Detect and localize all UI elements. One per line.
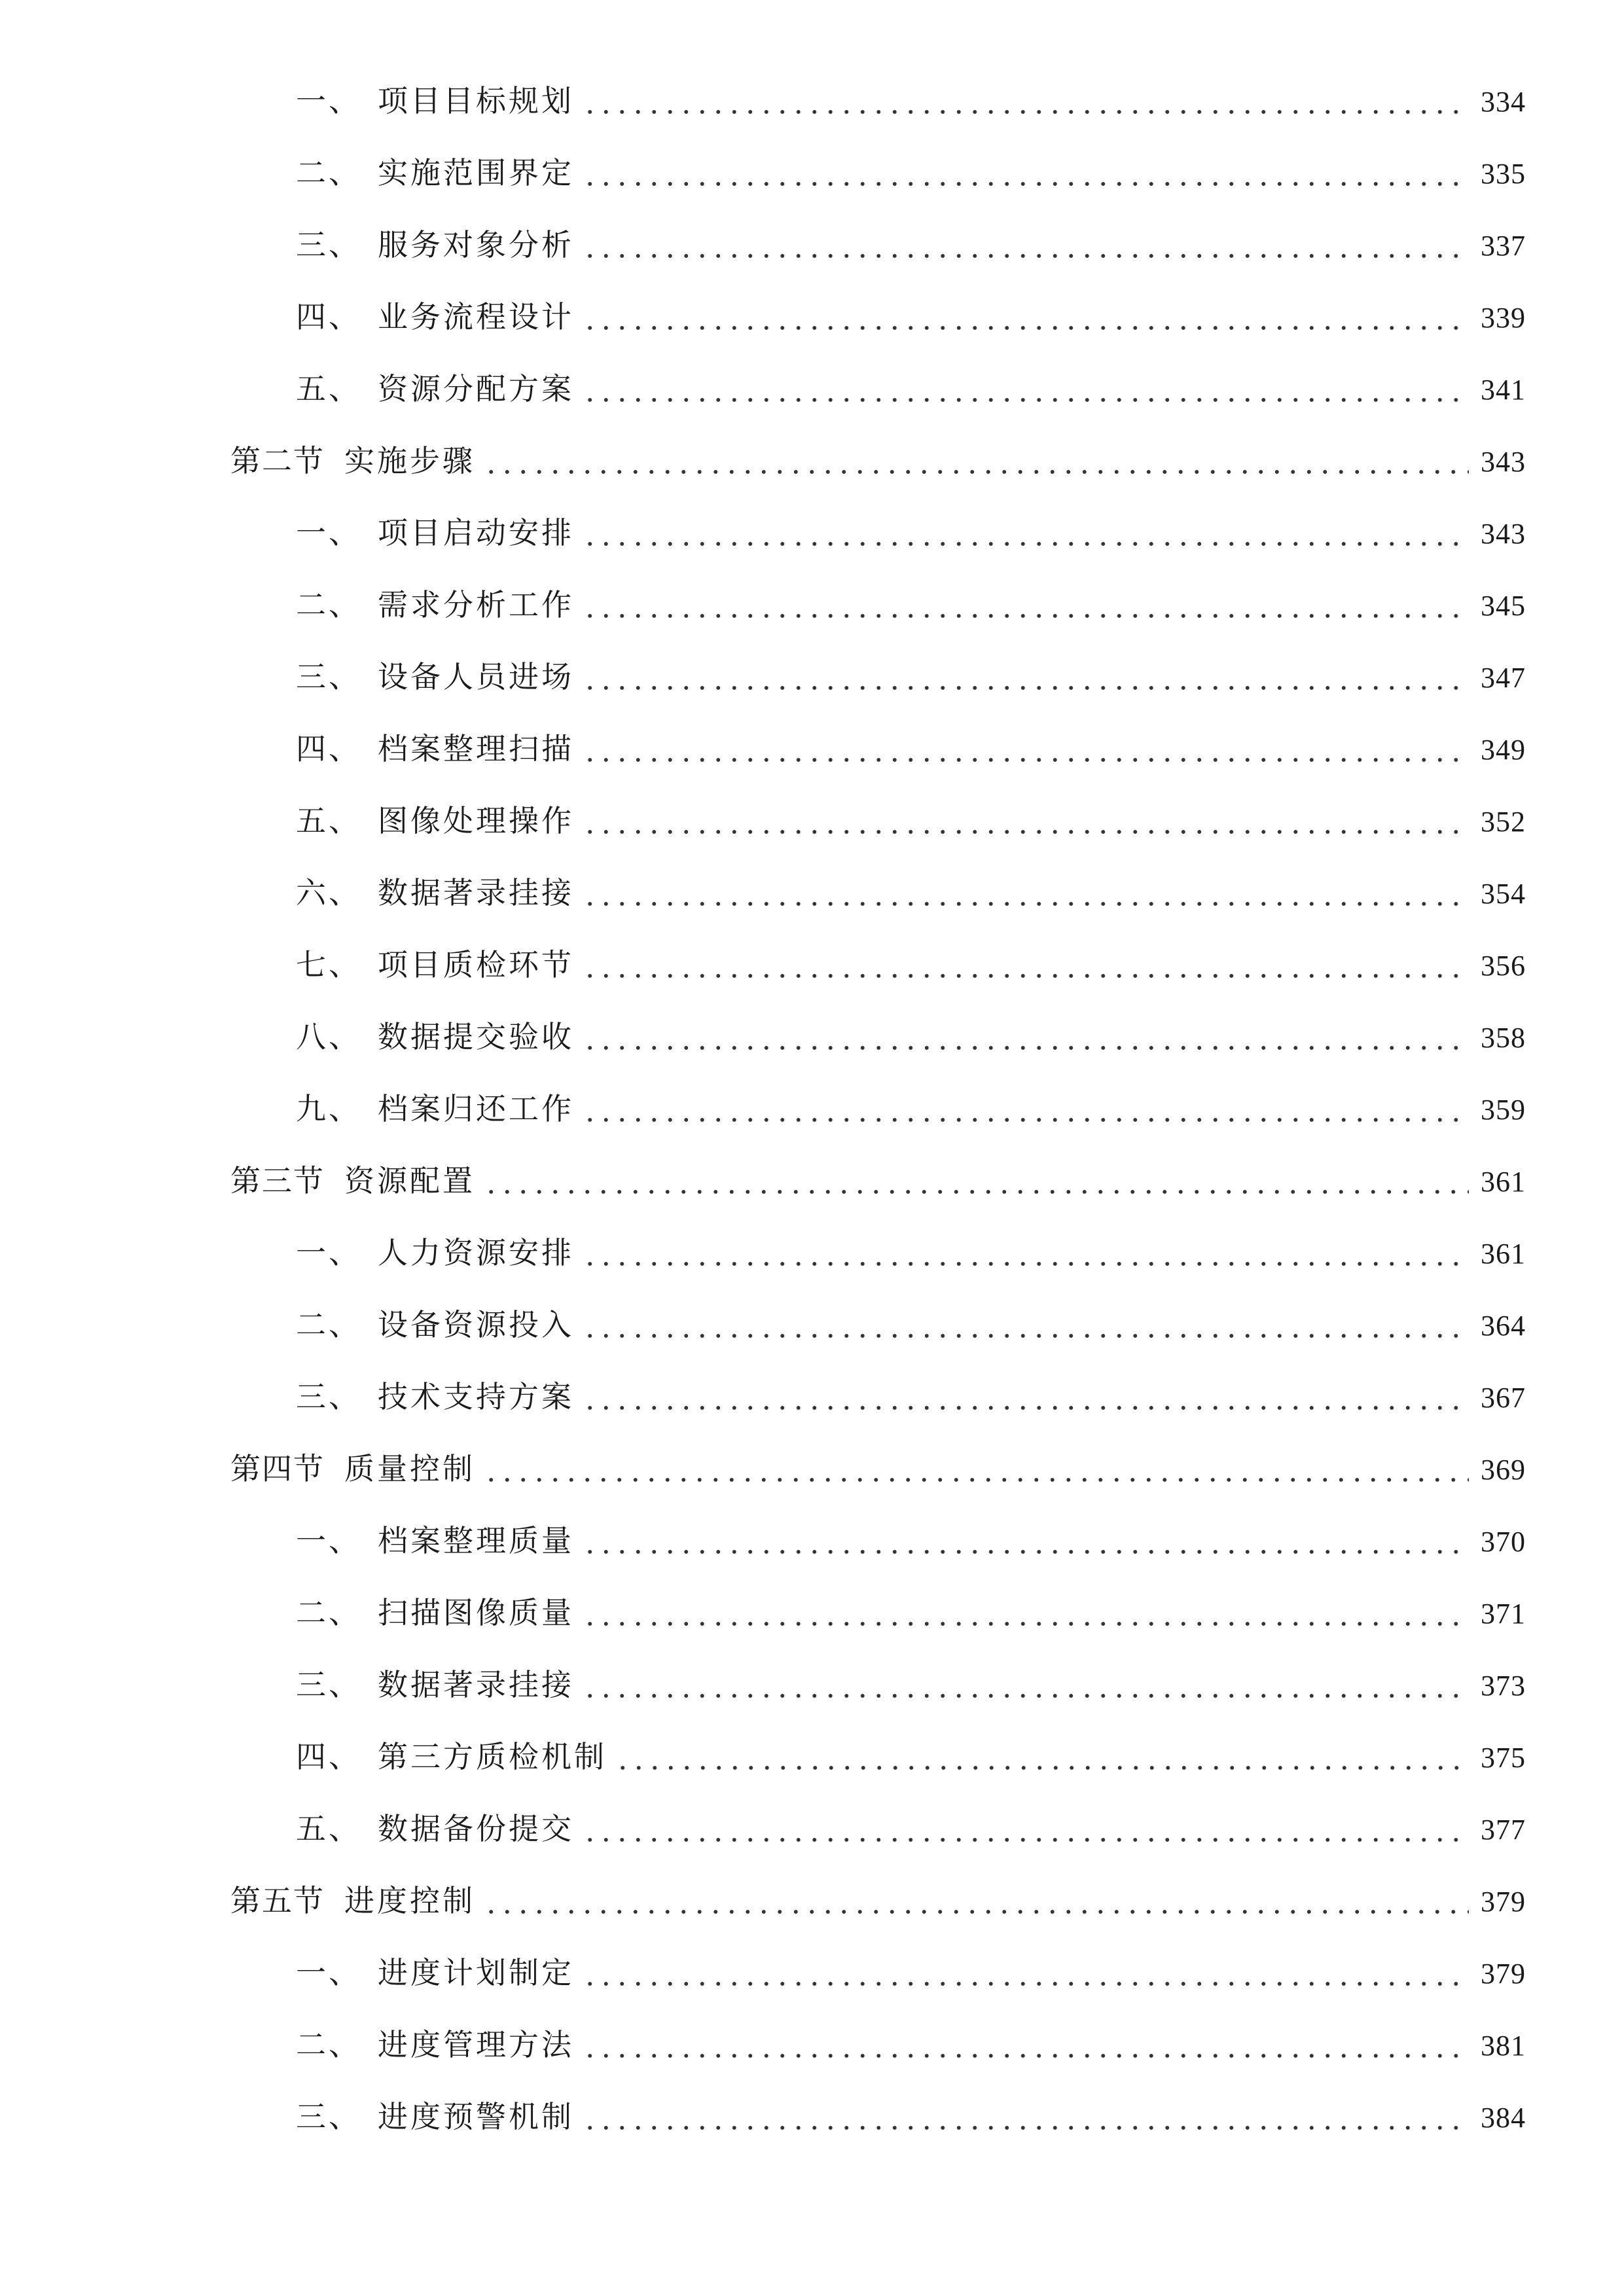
- toc-entry-title: 图像处理操作: [378, 803, 574, 838]
- toc-entry-item[interactable]: [0, 643, 1624, 715]
- toc-entry-number: 五、: [296, 803, 361, 838]
- toc-entry-page: 377: [1481, 1814, 1526, 1846]
- toc-entry-number: 一、: [296, 515, 361, 550]
- toc-entry-item[interactable]: [0, 787, 1624, 859]
- toc-entry-title: 人力资源安排: [378, 1235, 574, 1270]
- dot-leader: [483, 1189, 1469, 1195]
- toc-entry-item[interactable]: [0, 1291, 1624, 1363]
- toc-entry-title: 需求分析工作: [378, 587, 574, 622]
- toc-section-page: 369: [1481, 1454, 1526, 1486]
- toc-entry-title: 数据著录挂接: [378, 1667, 574, 1702]
- toc-entry-number: 二、: [296, 587, 361, 622]
- toc-entry-page: 375: [1481, 1742, 1526, 1774]
- toc-section-page: 343: [1481, 446, 1526, 478]
- toc-section-item[interactable]: [0, 1867, 1624, 1939]
- toc-entry-item[interactable]: [0, 499, 1624, 571]
- toc-entry-page: 381: [1481, 2030, 1526, 2062]
- toc-section-number: 第五节: [230, 1883, 325, 1918]
- toc-entry-item[interactable]: [0, 859, 1624, 931]
- toc-entry-number: 三、: [296, 227, 361, 262]
- dot-leader: [582, 541, 1469, 547]
- toc-section-number: 第三节: [230, 1163, 325, 1198]
- toc-entry-number: 二、: [296, 2027, 361, 2062]
- toc-entry-item[interactable]: [0, 139, 1624, 211]
- toc-entry-item[interactable]: [0, 355, 1624, 427]
- toc-entry-page: 379: [1481, 1958, 1526, 1990]
- toc-entry-page: 343: [1481, 518, 1526, 550]
- toc-entry-page: 367: [1481, 1382, 1526, 1414]
- toc-entry-item[interactable]: [0, 1723, 1624, 1795]
- toc-entry-title: 档案整理质量: [378, 1523, 574, 1558]
- toc-entry-page: 384: [1481, 2102, 1526, 2134]
- toc-entry-title: 实施范围界定: [378, 155, 574, 190]
- toc-entry-title: 资源分配方案: [378, 371, 574, 406]
- toc-section-item[interactable]: [0, 427, 1624, 499]
- dot-leader: [582, 901, 1469, 907]
- dot-leader: [582, 1261, 1469, 1267]
- toc-entry-number: 五、: [296, 1811, 361, 1846]
- toc-entry-title: 项目启动安排: [378, 515, 574, 550]
- toc-section-page: 379: [1481, 1886, 1526, 1918]
- dot-leader: [582, 109, 1469, 115]
- toc-entry-title: 第三方质检机制: [378, 1739, 607, 1774]
- toc-entry-number: 二、: [296, 155, 361, 190]
- dot-leader: [582, 1693, 1469, 1699]
- toc-entry-number: 四、: [296, 299, 361, 334]
- dot-leader: [582, 613, 1469, 619]
- toc-entry-item[interactable]: [0, 283, 1624, 355]
- toc-entry-title: 进度管理方法: [378, 2027, 574, 2062]
- toc-entry-item[interactable]: [0, 1363, 1624, 1435]
- toc-entry-item[interactable]: [0, 2083, 1624, 2155]
- toc-entry-title: 档案归还工作: [378, 1091, 574, 1126]
- toc-entry-number: 一、: [296, 83, 361, 118]
- toc-entry-page: 347: [1481, 662, 1526, 694]
- toc-entry-number: 一、: [296, 1235, 361, 1270]
- dot-leader: [582, 2053, 1469, 2059]
- dot-leader: [582, 1621, 1469, 1627]
- toc-entry-item[interactable]: [0, 211, 1624, 283]
- toc-entry-item[interactable]: [0, 1795, 1624, 1867]
- toc-entry-number: 三、: [296, 1667, 361, 1702]
- toc-entry-number: 九、: [296, 1091, 361, 1126]
- toc-entry-page: 361: [1481, 1238, 1526, 1270]
- toc-section-number: 第四节: [230, 1451, 325, 1486]
- toc-entry-number: 二、: [296, 1595, 361, 1630]
- toc-entry-item[interactable]: [0, 1075, 1624, 1147]
- toc-entry-title: 数据提交验收: [378, 1019, 574, 1054]
- dot-leader: [582, 2125, 1469, 2131]
- toc-entry-page: 334: [1481, 86, 1526, 118]
- toc-section-title: 质量控制: [344, 1451, 475, 1486]
- toc-entry-item[interactable]: [0, 67, 1624, 139]
- dot-leader: [582, 1549, 1469, 1555]
- toc-section-title: 进度控制: [344, 1883, 475, 1918]
- toc-entry-title: 技术支持方案: [378, 1379, 574, 1414]
- toc-entry-number: 八、: [296, 1019, 361, 1054]
- toc-entry-title: 设备资源投入: [378, 1307, 574, 1342]
- toc-entry-title: 档案整理扫描: [378, 731, 574, 766]
- toc-entry-item[interactable]: [0, 1939, 1624, 2011]
- toc-entry-title: 进度计划制定: [378, 1955, 574, 1990]
- dot-leader: [582, 1405, 1469, 1411]
- toc-section-title: 资源配置: [344, 1163, 475, 1198]
- toc-entry-page: 373: [1481, 1670, 1526, 1702]
- dot-leader: [582, 253, 1469, 259]
- toc-section-number: 第二节: [230, 443, 325, 478]
- dot-leader: [582, 181, 1469, 187]
- toc-entry-number: 三、: [296, 659, 361, 694]
- toc-entry-page: 356: [1481, 950, 1526, 982]
- dot-leader: [582, 1117, 1469, 1123]
- dot-leader: [483, 469, 1469, 475]
- toc-entry-number: 六、: [296, 875, 361, 910]
- dot-leader: [582, 1045, 1469, 1051]
- toc-entry-number: 五、: [296, 371, 361, 406]
- toc-section-page: 361: [1481, 1166, 1526, 1198]
- dot-leader: [582, 1333, 1469, 1339]
- toc-entry-page: 352: [1481, 806, 1526, 838]
- toc-entry-number: 七、: [296, 947, 361, 982]
- toc-section-item[interactable]: [0, 1147, 1624, 1219]
- dot-leader: [582, 397, 1469, 403]
- toc-entry-item[interactable]: [0, 931, 1624, 1003]
- toc-entry-title: 扫描图像质量: [378, 1595, 574, 1630]
- toc-entry-item[interactable]: [0, 1003, 1624, 1075]
- dot-leader: [483, 1477, 1469, 1483]
- toc-entry-page: 341: [1481, 374, 1526, 406]
- toc-entry-page: 371: [1481, 1598, 1526, 1630]
- toc-entry-page: 335: [1481, 158, 1526, 190]
- toc-entry-item[interactable]: [0, 571, 1624, 643]
- toc-entry-item[interactable]: [0, 1579, 1624, 1651]
- toc-entry-title: 数据备份提交: [378, 1811, 574, 1846]
- dot-leader: [582, 685, 1469, 691]
- toc-entry-number: 四、: [296, 1739, 361, 1774]
- toc-entry-page: 359: [1481, 1094, 1526, 1126]
- toc-entry-number: 一、: [296, 1523, 361, 1558]
- toc-entry-page: 345: [1481, 590, 1526, 622]
- toc-section-title: 实施步骤: [344, 443, 475, 478]
- toc-entry-number: 四、: [296, 731, 361, 766]
- toc-entry-item[interactable]: [0, 1651, 1624, 1723]
- dot-leader: [582, 757, 1469, 763]
- toc-entry-number: 三、: [296, 2099, 361, 2134]
- toc-entry-number: 二、: [296, 1307, 361, 1342]
- toc-entry-item[interactable]: [0, 1507, 1624, 1579]
- toc-entry-number: 三、: [296, 1379, 361, 1414]
- toc-section-item[interactable]: [0, 1435, 1624, 1507]
- dot-leader: [582, 973, 1469, 979]
- toc-entry-page: 358: [1481, 1022, 1526, 1054]
- toc-entry-page: 339: [1481, 302, 1526, 334]
- dot-leader: [582, 829, 1469, 835]
- toc-entry-title: 业务流程设计: [378, 299, 574, 334]
- dot-leader: [582, 1837, 1469, 1843]
- toc-entry-item[interactable]: [0, 715, 1624, 787]
- toc-entry-title: 服务对象分析: [378, 227, 574, 262]
- toc-entry-page: 370: [1481, 1526, 1526, 1558]
- toc-entry-number: 一、: [296, 1955, 361, 1990]
- dot-leader: [582, 325, 1469, 331]
- dot-leader: [483, 1909, 1469, 1915]
- dot-leader: [615, 1765, 1469, 1771]
- toc-entry-title: 项目质检环节: [378, 947, 574, 982]
- toc-entry-title: 数据著录挂接: [378, 875, 574, 910]
- toc-entry-page: 337: [1481, 230, 1526, 262]
- toc-entry-title: 设备人员进场: [378, 659, 574, 694]
- toc-entry-title: 进度预警机制: [378, 2099, 574, 2134]
- dot-leader: [582, 1981, 1469, 1987]
- toc-entry-page: 354: [1481, 878, 1526, 910]
- toc-entry-item[interactable]: [0, 2011, 1624, 2083]
- toc-entry-item[interactable]: [0, 1219, 1624, 1291]
- toc-entry-page: 349: [1481, 734, 1526, 766]
- toc-entry-title: 项目目标规划: [378, 83, 574, 118]
- toc-entry-page: 364: [1481, 1310, 1526, 1342]
